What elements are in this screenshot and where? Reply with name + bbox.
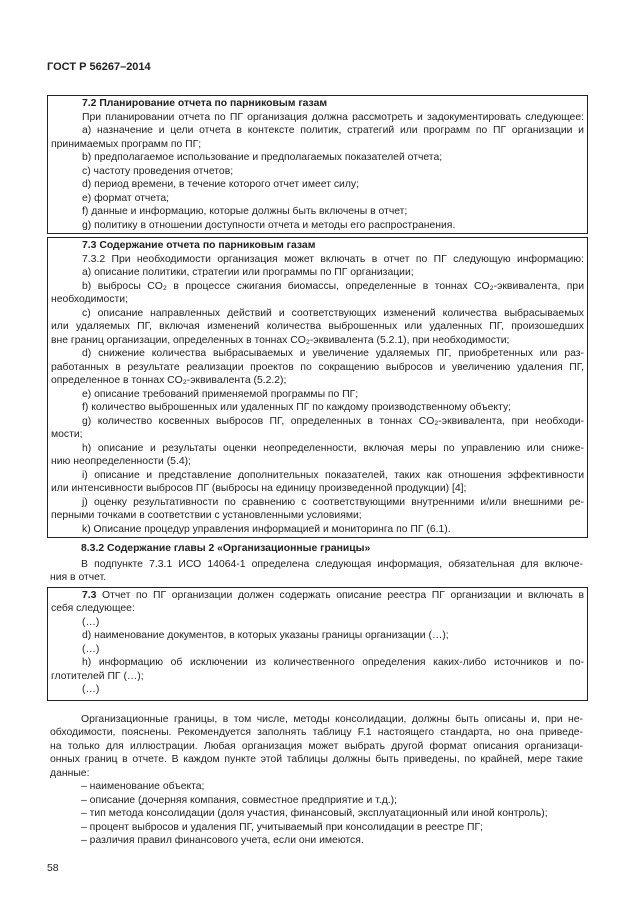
list-item: c) описание направленных действий и соответствующих изменений количества выбрасываемых (82, 307, 584, 319)
list-item: k) Описание процедур управления информацией и мониторинга по ПГ (6.1). (82, 523, 451, 535)
list-item: e) описание требований применяемой программы по ПГ; (82, 388, 359, 400)
list-item: d) период времени, в течение которого отчет имеет силу; (82, 179, 359, 190)
list-item: f) данные и информацию, которые должны быть включены в отчет; (82, 206, 408, 217)
list-item: e) формат отчета; (82, 192, 170, 204)
text-line: данные: (50, 767, 90, 779)
text-line: Отчет по ПГ организации должен содержать описание реестра ПГ организации и включать в (96, 589, 584, 601)
list-item: j) оценку результативности по сравнению с соответствующими внутренними и/или внешними ре- (82, 496, 584, 508)
text-line: нию неопределенности (5.4); (51, 456, 191, 467)
list-item: – процент выбросов и удаления ПГ, учитываемый при консолидации в реестре ПГ; (81, 821, 484, 833)
document-page (47, 60, 587, 876)
list-item: f) количество выброшенных или удаленных ПГ по каждому производственному объекту; (82, 402, 512, 413)
text-line: необходимости; (51, 294, 128, 305)
list-item: i) описание и представление дополнительных показателей, таких как отношения эффективности (82, 469, 584, 481)
text-line: обходимости, пояснены. Рекомендуется заполнять таблицу F.1 настоящего стандарта, но она приведе- (50, 727, 583, 738)
ellipsis: (…) (82, 643, 100, 655)
text-line: или удаляемых ПГ, включая изменений количества выброшенных или удаленных ПГ, произошедших (51, 321, 584, 332)
list-item: g) количество косвенных выбросов ПГ, определенных в тоннах CO₂-эквивалента, при необходи- (82, 415, 584, 427)
list-item: d) снижение количества выбрасываемых и увеличение удаляемых ПГ, приобретенных или раз- (82, 348, 584, 359)
text-line: При планировании отчета по ПГ организация должна рассмотреть и задокументировать следующее: (82, 111, 584, 123)
quote-box-iso (47, 587, 588, 701)
list-item: c) частоту проведения отчетов; (82, 165, 234, 177)
body-paragraph (47, 713, 583, 848)
ellipsis: (…) (82, 616, 100, 628)
text-line: на только для иллюстрации. Любая организация может выбрать другой формат описания организаци- (50, 740, 583, 752)
list-item: h) информацию об исключении из количественного определения каких-либо источников и по- (82, 657, 584, 668)
text-line: В подпункте 7.3.1 ИСО 14064-1 определена следующая информация, обязательная для включе- (81, 558, 583, 570)
text-line: определенное в тоннах CO₂-эквивалента (5.2.2); (51, 375, 287, 386)
list-item: а) описание политики, стратегии или программы по ПГ организации; (82, 267, 414, 278)
text-line: ния в отчет. (50, 572, 107, 583)
intro-paragraph (47, 558, 583, 585)
list-item: а) назначение и цели отчета в контексте политик, стратегий или программ по ПГ организации и (82, 125, 584, 136)
text-line: онных границ в отчете. В каждом пункте этой таблицы должны быть приведены, по крайней, мере такие (50, 754, 583, 765)
section-heading: 7.3 Содержание отчета по парниковым газам (82, 240, 316, 251)
list-item: d) наименование документов, в которых указаны границы организации (…); (82, 630, 449, 641)
page-number: 58 (47, 862, 59, 874)
text-line: вне границ организации, определенных в тоннах CO₂-эквивалента (5.2.1), при необходимости; (51, 334, 510, 346)
text-line: 7.3.2 При необходимости организация может включать в отчет по ПГ следующую информацию: (82, 253, 584, 265)
text-line: мости; (51, 429, 83, 440)
list-item: – различия правил финансового учета, если они имеются. (81, 835, 364, 846)
text-line: себя следующее: (51, 603, 135, 614)
section-heading: 8.3.2 Содержание главы 2 «Организационные границы» (81, 543, 371, 554)
list-item: – тип метода консолидации (доля участия, финансовый, эксплуатационный или иной контроль); (81, 808, 548, 819)
text-line: перными точками в соответствии с установленными условиями; (51, 510, 362, 521)
list-item: – наименование объекта; (81, 781, 205, 792)
ellipsis: (…) (82, 684, 100, 695)
document-id-header: ГОСТ Р 56267–2014 (47, 61, 151, 73)
section-heading: 7.2 Планирование отчета по парниковым газам (82, 98, 328, 109)
text-line: глотителей ПГ (…); (51, 670, 144, 682)
list-item: b) предполагаемое использование и предполагаемых показателей отчета; (82, 152, 443, 163)
quote-box-7-2 (47, 95, 588, 234)
list-item: h) описание и результаты оценки неопределенности, включая меры по управлению или сниже- (82, 442, 584, 454)
list-item: – описание (дочерняя компания, совместное предприятие и т.д.); (81, 794, 398, 806)
list-item: g) политику в отношении доступности отчета и методы его распространения. (82, 219, 456, 231)
text-line: Организационные границы, в том числе, методы консолидации, должны быть описаны и, при не- (81, 713, 583, 725)
clause-number: 7.3 (82, 589, 97, 601)
text-line (51, 589, 584, 603)
text-line: или интенсивности выбросов ПГ (выбросы на единицу произведенной продукции) [4]; (51, 483, 467, 494)
quote-box-7-3 (47, 237, 588, 538)
text-line: принимаемых программ по ПГ; (51, 138, 202, 150)
section-8-3-2 (47, 542, 583, 556)
text-line: работанных в результате реализации проектов по сокращению выбросов и увеличению удаления ПГ, (51, 361, 584, 373)
list-item: b) выбросы CO₂ в процессе сжигания биомассы, определенные в тоннах CO₂-эквивалента, при (82, 280, 584, 292)
